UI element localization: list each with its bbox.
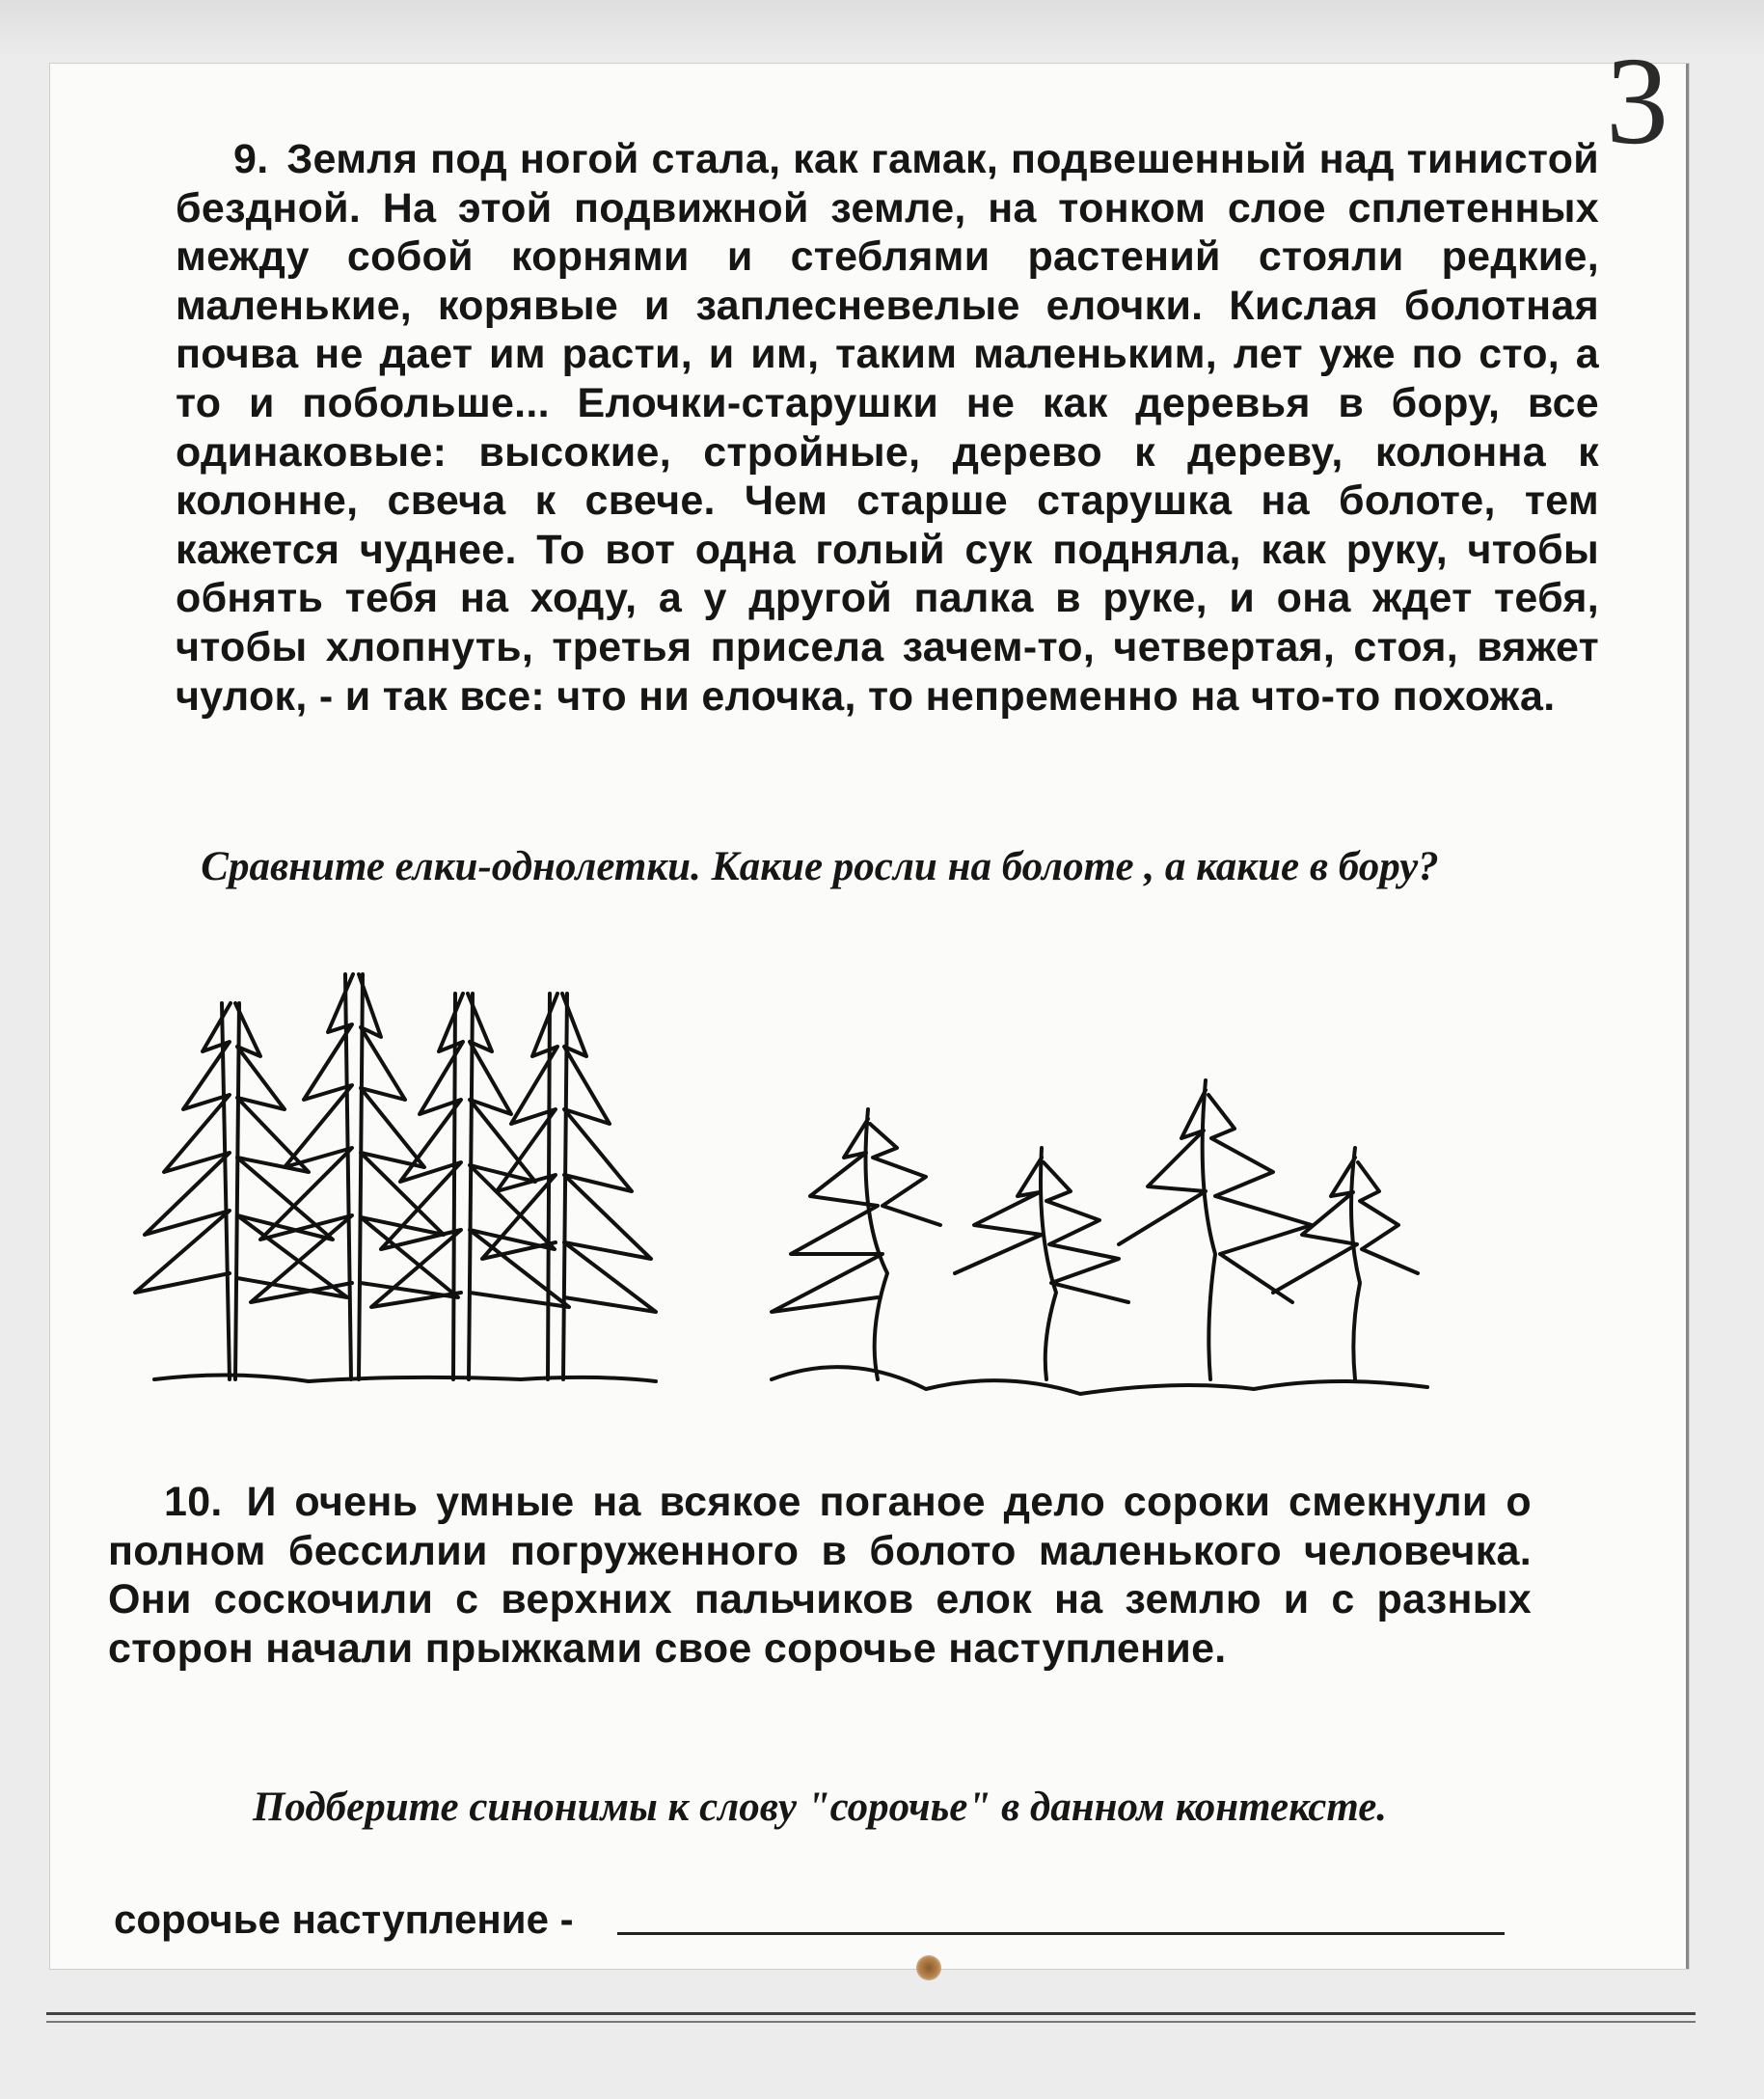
bottom-divider-2 (46, 2021, 1696, 2023)
exercise-9-task: Сравните елки-однолетки. Какие росли на болоте , а какие в бору? (201, 844, 1439, 889)
exercise-10-body: И очень умные на всякое поганое дело сороки смекнули о полном бессилии погруженного в болото маленького человечка. Они соскочили с верхних пальчиков елок на землю и с разных сторон начали прыжками свое сорочье наступление. (108, 1479, 1532, 1672)
forest-tree-2 (251, 974, 458, 1379)
exercise-10-number: 10. (164, 1479, 223, 1525)
forest-tree-1 (135, 1003, 347, 1379)
exercise-9-text (176, 135, 1599, 721)
trees-illustration (116, 965, 1485, 1408)
exercise-9-number: 9. (233, 136, 269, 182)
paper-stain (916, 1955, 941, 1980)
forest-tree-3 (371, 994, 569, 1379)
answer-line[interactable] (617, 1932, 1505, 1935)
exercise-10-task: Подберите синонимы к слову "сорочье" в данном контексте. (252, 1785, 1388, 1830)
swamp-tree-2 (955, 1148, 1128, 1379)
page-number: 3 (1606, 32, 1669, 171)
forest-tree-4 (482, 994, 656, 1379)
exercise-9-body: Земля под ногой стала, как гамак, подвешенный над тинистой бездной. На этой подвижной земле, на тонком слое сплетенных между собой корнями и стеблями растений стояли редкие, маленькие, корявые и заплесневелые елочки. Кислая болотная почва не дает им расти, и им, таким маленьким, лет уже по сто, а то и побольше... Елочки-старушки не как деревья в бору, все одинаковые: высокие, стройные, дерево к дереву, колонна к колонне, свеча к свече. Чем старше старушка на болоте, тем кажется чуднее. То вот одна голый сук подняла, как руку, чтобы обнять тебя на ходу, а у другой палка в руке, и она ждет тебя, чтобы хлопнуть, третья присела зачем-то, четвертая, стоя, вяжет чулок, - и так все: что ни елочка, то непременно на что-то похожа. (176, 136, 1600, 720)
swamp-tree-3 (1119, 1080, 1312, 1379)
swamp-tree-1 (772, 1109, 940, 1379)
exercise-10-text (108, 1478, 1532, 1673)
swamp-tree-4 (1273, 1148, 1418, 1379)
answer-label: сорочье наступление - (114, 1896, 574, 1942)
bottom-divider (46, 2012, 1696, 2015)
